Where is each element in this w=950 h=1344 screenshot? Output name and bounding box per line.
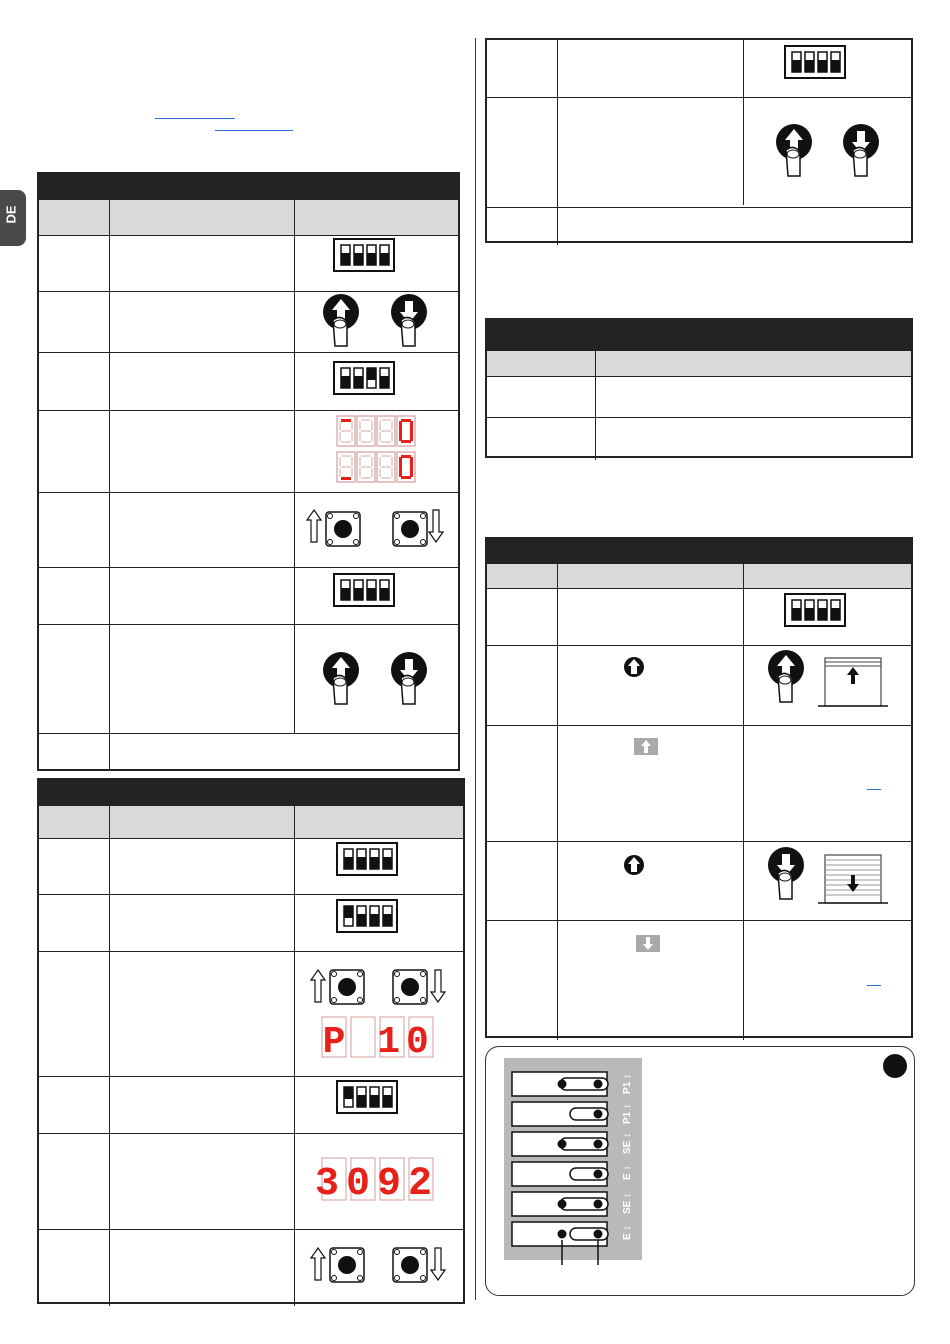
down-arrow-icon [636,935,660,952]
dip-label-4: E ↕ [622,1165,633,1180]
hand-down-button-icon [391,294,427,346]
pushbutton-up-icon [307,510,360,546]
hand-down-button-icon [768,847,804,899]
pushbutton-down-icon [393,1248,445,1282]
up-arrow-icon [634,738,658,755]
seven-segment-display-icon [315,1158,439,1207]
dip-label-5: SE ↕ [622,1192,633,1214]
hand-down-button-icon [391,652,427,704]
dip-switch-icon [337,900,397,932]
dip-label-1: P1 ↕ [622,1073,633,1094]
dip-label-3: SE ↕ [622,1132,633,1154]
hand-up-button-icon [776,124,812,176]
seven-segment-display-icon [337,416,415,482]
pushbutton-up-icon [311,1248,364,1282]
figure-number-badge [883,1054,907,1078]
dip-switch-icon [785,46,845,78]
hand-down-button-icon [843,124,879,176]
up-arrow-icon [624,657,644,677]
jumper-selector-figure [504,1058,642,1265]
dip-switch-icon [337,843,397,875]
shutter-close-icon [818,855,888,903]
dip-label-2: P1 ↕ [622,1103,633,1124]
program-code-digits: 10 [377,1021,435,1064]
up-arrow-icon [624,855,644,875]
language-tab-label: DE [3,205,19,224]
dip-switch-icon [337,1081,397,1113]
pushbutton-up-icon [311,970,364,1004]
pushbutton-down-icon [393,510,443,546]
program-code-letter: P [322,1021,346,1064]
counter-display-value: 3092 [314,1162,440,1207]
dip-switch-icon [334,362,394,394]
hand-up-button-icon [768,650,804,702]
dip-switch-icon [334,239,394,271]
dip-switch-icon [334,574,394,606]
seven-segment-display-icon [322,1017,435,1064]
shutter-open-icon [818,658,888,706]
dip-switch-icon [785,594,845,626]
dip-label-6: E ↕ [622,1225,633,1240]
pushbutton-down-icon [393,970,445,1004]
hand-up-button-icon [323,294,359,346]
hand-up-button-icon [323,652,359,704]
